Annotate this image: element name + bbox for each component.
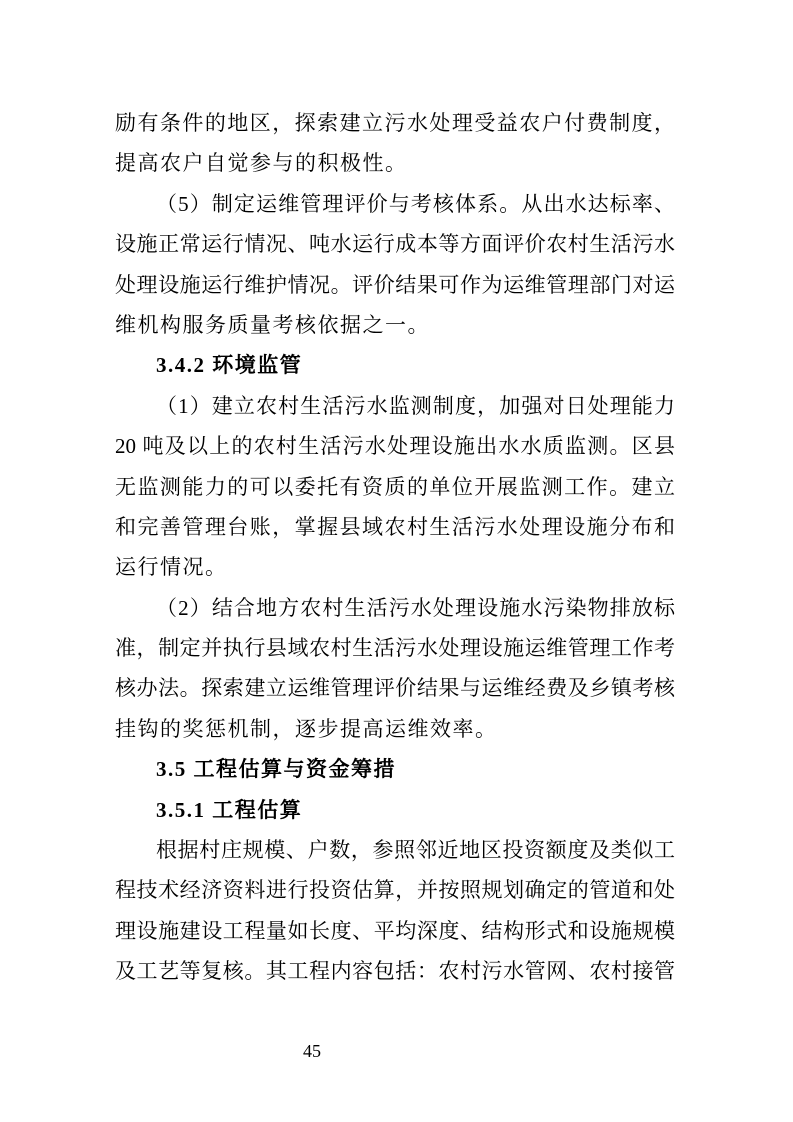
text-line: （1）建立农村生活污水监测制度，加强对日处理能力 <box>156 393 675 418</box>
text-line: 无监测能力的可以委托有资质的单位开展监测工作。建立 <box>115 474 675 499</box>
text-line: 和完善管理台账，掌握县域农村生活污水处理设施分布和 <box>115 514 675 539</box>
heading-3-5: 3.5 工程估算与资金筹措 <box>156 757 396 782</box>
text-line: 励有条件的地区，探索建立污水处理受益农户付费制度， <box>115 111 675 135</box>
text-line: 核办法。探索建立运维管理评价结果与运维经费及乡镇考核 <box>115 676 675 701</box>
text-line: 准，制定并执行县域农村生活污水处理设施运维管理工作考 <box>115 636 675 661</box>
text-line: 挂钩的奖惩机制，逐步提高运维效率。 <box>115 716 498 741</box>
text-line: 运行情况。 <box>115 555 228 580</box>
text-line: 根据村庄规模、户数，参照邻近地区投资额度及类似工 <box>156 838 675 863</box>
text-line: 20 吨及以上的农村生活污水处理设施出水水质监测。区县 <box>115 434 675 459</box>
text-line: 处理设施运行维护情况。评价结果可作为运维管理部门对运 <box>115 272 675 297</box>
heading-3-5-1: 3.5.1 工程估算 <box>156 797 303 822</box>
text-line: 理设施建设工程量如长度、平均深度、结构形式和设施规模 <box>115 918 675 943</box>
text-line: 提高农户自觉参与的积极性。 <box>115 151 408 176</box>
text-block <box>115 103 675 992</box>
text-line: （2）结合地方农村生活污水处理设施水污染物排放标 <box>156 595 675 620</box>
text-line: （5）制定运维管理评价与考核体系。从出水达标率、 <box>156 191 675 216</box>
text-line: 及工艺等复核。其工程内容包括：农村污水管网、农村接管 <box>115 959 675 984</box>
text-line: 程技术经济资料进行投资估算，并按照规划确定的管道和处 <box>115 878 675 903</box>
heading-3-4-2: 3.4.2 环境监管 <box>156 353 303 378</box>
text-line: 维机构服务质量考核依据之一。 <box>115 312 430 337</box>
text-line: 设施正常运行情况、吨水运行成本等方面评价农村生活污水 <box>115 232 675 257</box>
page-number: 45 <box>303 1041 321 1061</box>
